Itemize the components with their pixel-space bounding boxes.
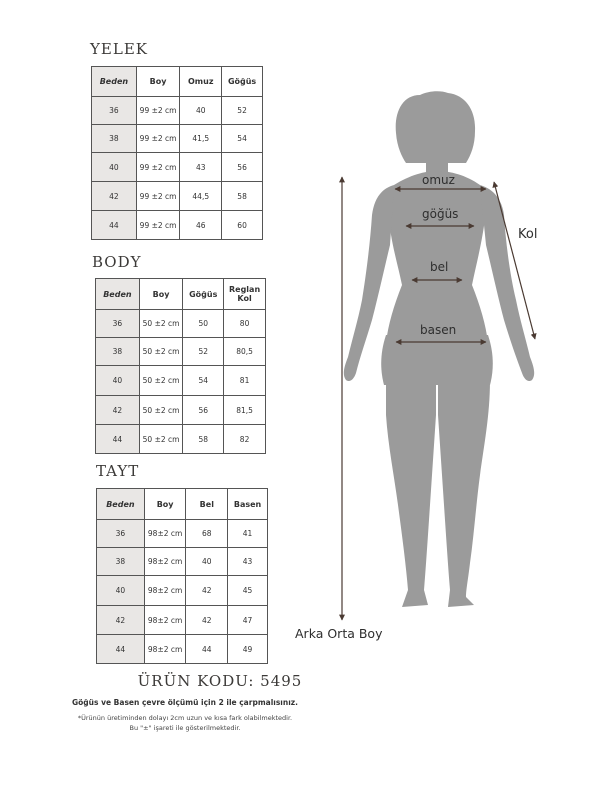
header-beden: Beden — [96, 279, 140, 310]
tolerance-note-line2: Bu "±" işareti ile gösterilmektedir. — [129, 724, 241, 732]
cell: 68 — [186, 520, 228, 548]
cell: 98±2 cm — [144, 635, 186, 664]
cell: 81 — [224, 366, 266, 396]
header-beden: Beden — [97, 489, 145, 520]
cell-size: 40 — [96, 366, 140, 396]
tolerance-note-line1: *Ürünün üretiminden dolayı 2cm uzun ve kısa fark olabilmektedir. — [77, 714, 293, 722]
table-row — [97, 606, 268, 635]
woman-silhouette — [344, 91, 534, 607]
header-reglan-kol: Reglan Kol — [224, 279, 266, 310]
table-row — [96, 310, 266, 338]
omuz-label: omuz — [422, 173, 455, 187]
cell-size: 40 — [97, 576, 145, 606]
table-header-row — [96, 279, 266, 310]
table-row — [97, 520, 268, 548]
cell: 80 — [224, 310, 266, 338]
yelek-title: YELEK — [90, 40, 148, 58]
cell: 99 ±2 cm — [136, 182, 180, 211]
cell: 50 ±2 cm — [139, 425, 183, 454]
table-row — [92, 153, 263, 182]
header-beden: Beden — [92, 67, 137, 97]
body-measurement-figure — [290, 85, 600, 645]
cell: 50 ±2 cm — [139, 338, 183, 366]
table-row — [96, 425, 266, 454]
table-row — [92, 125, 263, 153]
body-title: BODY — [92, 253, 142, 271]
cell: 99 ±2 cm — [136, 211, 180, 240]
cell: 81,5 — [224, 396, 266, 425]
cell: 49 — [228, 635, 268, 664]
header-omuz: Omuz — [180, 67, 222, 97]
table-row — [97, 576, 268, 606]
cell-size: 44 — [97, 635, 145, 664]
cell: 54 — [183, 366, 224, 396]
cell: 82 — [224, 425, 266, 454]
cell: 99 ±2 cm — [136, 97, 180, 125]
cell: 41 — [228, 520, 268, 548]
cell-size: 42 — [97, 606, 145, 635]
cell: 43 — [228, 548, 268, 576]
basen-label: basen — [420, 323, 457, 337]
cell-size: 40 — [92, 153, 137, 182]
table-header-row — [92, 67, 263, 97]
product-code: ÜRÜN KODU: 5495 — [137, 672, 303, 690]
table-row — [92, 97, 263, 125]
table-row — [92, 211, 263, 240]
cell-size: 36 — [92, 97, 137, 125]
cell: 46 — [180, 211, 222, 240]
cell: 98±2 cm — [144, 520, 186, 548]
body-silhouette — [290, 85, 600, 645]
cell: 98±2 cm — [144, 548, 186, 576]
table-row — [97, 548, 268, 576]
kol-label: Kol — [518, 227, 538, 242]
cell: 47 — [228, 606, 268, 635]
header-boy: Boy — [136, 67, 180, 97]
table-row — [96, 338, 266, 366]
cell: 58 — [222, 182, 263, 211]
cell: 60 — [222, 211, 263, 240]
header-bel: Bel — [186, 489, 228, 520]
yelek-size-table — [91, 66, 263, 240]
cell: 58 — [183, 425, 224, 454]
header-gogus: Göğüs — [222, 67, 263, 97]
header-boy: Boy — [144, 489, 186, 520]
cell: 99 ±2 cm — [136, 125, 180, 153]
cell: 50 ±2 cm — [139, 310, 183, 338]
cell: 40 — [180, 97, 222, 125]
cell-size: 44 — [96, 425, 140, 454]
cell: 42 — [186, 576, 228, 606]
cell: 54 — [222, 125, 263, 153]
cell: 52 — [183, 338, 224, 366]
cell-size: 42 — [96, 396, 140, 425]
gogus-label: göğüs — [422, 207, 459, 221]
table-row — [96, 366, 266, 396]
cell: 98±2 cm — [144, 606, 186, 635]
table-row — [97, 635, 268, 664]
cell: 99 ±2 cm — [136, 153, 180, 182]
cell-size: 36 — [96, 310, 140, 338]
cell: 52 — [222, 97, 263, 125]
cell-size: 38 — [92, 125, 137, 153]
measurement-note: Göğüs ve Basen çevre ölçümü için 2 ile çarpmalısınız. — [71, 698, 298, 707]
table-row — [96, 396, 266, 425]
header-boy: Boy — [139, 279, 183, 310]
cell: 44 — [186, 635, 228, 664]
table-row — [92, 182, 263, 211]
cell: 50 — [183, 310, 224, 338]
cell: 50 ±2 cm — [139, 366, 183, 396]
body-size-table — [95, 278, 266, 454]
header-basen: Basen — [228, 489, 268, 520]
cell: 43 — [180, 153, 222, 182]
cell: 44,5 — [180, 182, 222, 211]
cell: 56 — [222, 153, 263, 182]
cell: 98±2 cm — [144, 576, 186, 606]
cell: 56 — [183, 396, 224, 425]
cell-size: 44 — [92, 211, 137, 240]
cell: 80,5 — [224, 338, 266, 366]
cell: 50 ±2 cm — [139, 396, 183, 425]
cell: 40 — [186, 548, 228, 576]
cell-size: 38 — [97, 548, 145, 576]
cell: 41,5 — [180, 125, 222, 153]
tayt-title: TAYT — [96, 462, 140, 480]
cell: 42 — [186, 606, 228, 635]
tayt-size-table — [96, 488, 268, 664]
cell-size: 42 — [92, 182, 137, 211]
table-header-row — [97, 489, 268, 520]
header-gogus: Göğüs — [183, 279, 224, 310]
arka-orta-boy-label: Arka Orta Boy — [295, 626, 383, 641]
bel-label: bel — [430, 260, 449, 274]
cell-size: 38 — [96, 338, 140, 366]
cell-size: 36 — [97, 520, 145, 548]
cell: 45 — [228, 576, 268, 606]
